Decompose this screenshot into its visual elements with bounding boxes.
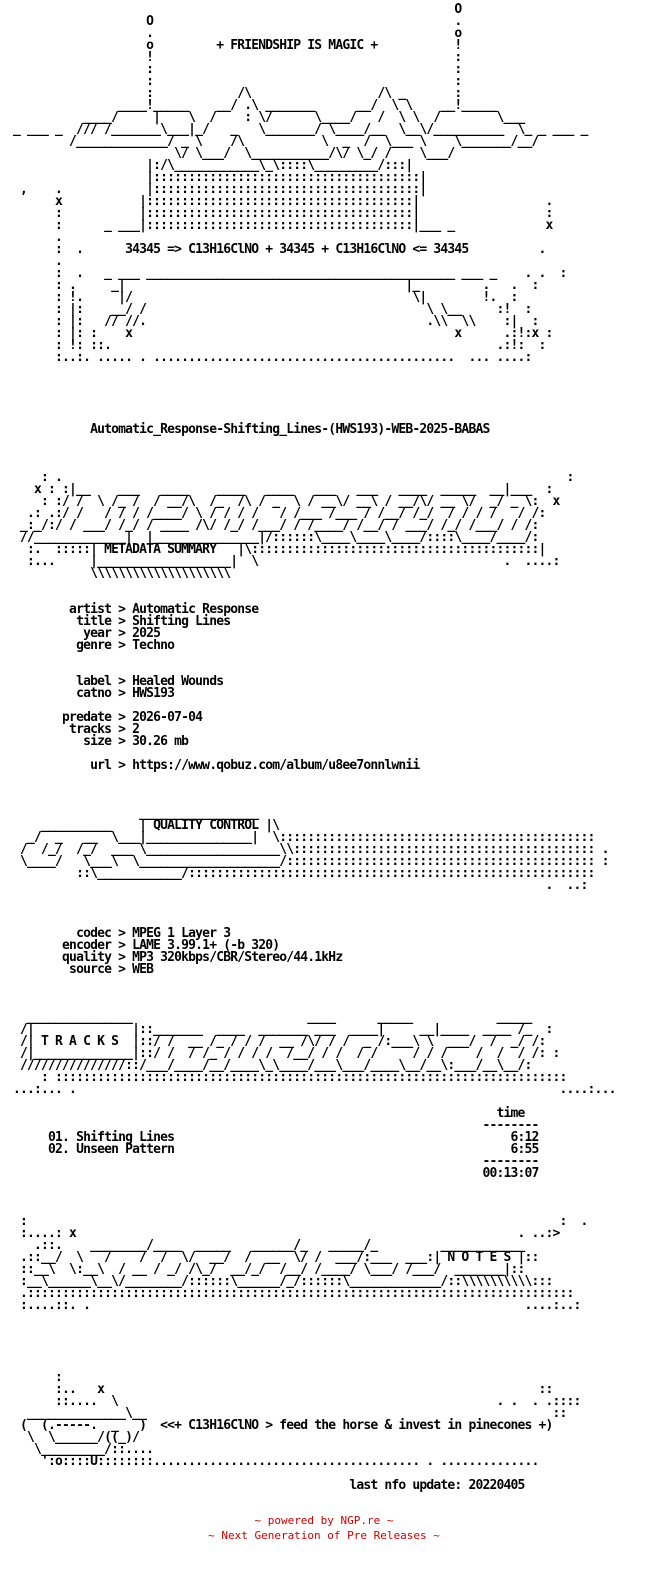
nfo-line: . [6, 254, 63, 269]
nfo-line: |:/\____________\_\::::\_________/:::| [6, 158, 413, 173]
nfo-line: _:_/:/ / ___/ /_/ / ____ /\/ /_/ /___/ / /____/ /__/ / ___/ /_/ /___/ / /: [6, 518, 539, 533]
nfo-line: source > WEB [6, 962, 154, 977]
nfo-line: time [6, 1106, 525, 1121]
nfo-line: ::__\ \:__\ / __ / _/ /\_/ __/_/ /__/ /____/ \___/ /___/ _______|:: [6, 1262, 525, 1277]
nfo-line [6, 388, 616, 400]
nfo-line [6, 772, 616, 784]
nfo-line [6, 1312, 616, 1324]
nfo-line: _ ___ _ /// /_______\___|_/ _ \_______/ \____/__ \__\/__________ \_ _ ___ _ [6, 122, 588, 137]
footer-tagline: ~ Next Generation of Pre Releases ~ [208, 1529, 440, 1542]
nfo-line: //_____________| |_______________|/::::::\____\____\____/::::\____/____/: [6, 530, 539, 545]
nfo-line: x : :|__ ___ ____ ____ ____ ___ ___ ____ _____ __|___ : [6, 482, 553, 497]
nfo-line [6, 1348, 616, 1360]
nfo-line: o + FRIENDSHIP IS MAGIC + ! [6, 38, 462, 53]
nfo-line: :.. x :: [6, 1382, 553, 1397]
nfo-line: : . _| |_ . . : [6, 278, 539, 293]
nfo-line: ____/ | \ / : \/ \____/ / \ \ / \___ [6, 110, 525, 125]
nfo-line [6, 1336, 616, 1348]
nfo-line: /_____________/ _ \ /\ \ _ / \___ \ \_______/__/ [6, 134, 539, 149]
nfo-line: __________ | QUALITY CONTROL |\ [6, 818, 280, 833]
nfo-line: Automatic_Response-Shifting_Lines-(HWS193)-WEB-2025-BABAS [6, 422, 490, 437]
nfo-line: : :/ / \ /_ / / __/\ /_ /\ / _ \ / __\/ __\ / __/\/ __ \/ _/ _ \: x [6, 494, 560, 509]
nfo-line: url > https://www.qobuz.com/album/u8ee7onnlwnii [6, 758, 420, 773]
nfo-line: title > Shifting Lines [6, 614, 231, 629]
nfo-line: catno > HWS193 [6, 686, 175, 701]
nfo-line: : !: ::. .:!: : [6, 338, 546, 353]
nfo-line: ::.... \ . . . .:::: [6, 1394, 581, 1409]
nfo-line: ____!_____ __/ .\ _______ __/ \ \ __!_____ [6, 98, 497, 113]
nfo-line [6, 400, 616, 412]
nfo-line: ///////////////::/___/____/__/____\_\____/___\___/____\__/__\:___/__\__/: [6, 1058, 532, 1073]
nfo-line: \ \______/((_)/ [6, 1430, 140, 1445]
nfo-line [6, 892, 616, 904]
nfo-line: genre > Techno [6, 638, 175, 653]
nfo-line: \____/ \___\ \____________________/:::::::::::::::::::::::::::::::::::::::::::: : [6, 854, 609, 869]
nfo-line: 01. Shifting Lines 6:12 [6, 1130, 539, 1145]
nfo-line: / /_/ /_/ ___ \___________________\\::::::::::::::::::::::::::::::::::::::::::: . [6, 842, 609, 857]
nfo-line: /|______________|::/ / / /_ / / / / /__/ / / / / / / / / / / /: : [6, 1046, 560, 1061]
nfo-line: tracks > 2 [6, 722, 140, 737]
nfo-line: artist > Automatic Response [6, 602, 259, 617]
nfo-line: : . : [6, 470, 574, 485]
footer-powered-by: ~ powered by NGP.re ~ [254, 1514, 394, 1527]
nfo-line: .::__/ \ / / / \/ __/ / __ \/ / ___/:___ ___:| N O T E S |:: [6, 1250, 539, 1265]
nfo-line: -------- [6, 1118, 539, 1133]
nfo-line: 00:13:07 [6, 1166, 539, 1181]
nfo-line [6, 436, 616, 448]
nfo-line [6, 988, 616, 1000]
nfo-line: ! : [6, 50, 462, 65]
nfo-line: : !. |/ \| !. : [6, 290, 518, 305]
nfo-line: .::. ________/____ _____ ______/_ _____/_ ____________ [6, 1238, 525, 1253]
nfo-line [6, 376, 616, 388]
nfo-line: : |: // //. .\\ \\ :| : [6, 314, 539, 329]
nfo-line: . [6, 230, 63, 245]
nfo-line: label > Healed Wounds [6, 674, 224, 689]
nfo-line: O [6, 2, 462, 17]
nfo-line [6, 652, 616, 664]
nfo-line: : _ ___|::::::::::::::::::::::::::::::::::::::|___ _ x [6, 218, 553, 233]
nfo-line: |::::::::::::::::::::::::::::::::::::::| [6, 170, 427, 185]
nfo-line: O . [6, 14, 462, 29]
nfo-line [6, 904, 616, 916]
nfo-line: 02. Unseen Pattern 6:55 [6, 1142, 539, 1157]
nfo-line: \_________/::.... [6, 1442, 154, 1457]
nfo-line: :... |___________________| \ . ....: [6, 554, 560, 569]
nfo-line: \/ \___/ \___________/\/ \_/ / \___/ [6, 146, 455, 161]
nfo-line: _______________ ____ _____ _____ [6, 1010, 532, 1025]
nfo-line: : /\ /\ _ : [6, 86, 462, 101]
nfo-line [6, 784, 616, 796]
nfo-line: ( (.-----. _ ) <<+ C13H16ClNO > feed the horse & invest in pinecones +) [6, 1418, 553, 1433]
nfo-line: :....: x . ..:> [6, 1226, 560, 1241]
nfo-line: _/ _ __ \___|_______________| \::::::::::::::::::::::::::::::::::::::::::::: [6, 830, 595, 845]
nfo-line: codec > MPEG 1 Layer 3 [6, 926, 231, 941]
nfo-line: : : . [6, 1214, 588, 1229]
nfo-line: \\\\\\\\\\\\\\\\\\\\ [6, 566, 231, 581]
nfo-line: . ..: [6, 878, 588, 893]
nfo-line: /| |::_______ ____ _______ ___ ____| __|____ ____ /_ : [6, 1022, 553, 1037]
nfo-line: .: .:/ / / / / /____/ \ / / / / / /___ /___ / /__/ /_/ / / / / / /: [6, 506, 546, 521]
nfo-line [6, 448, 616, 460]
nfo-line: : |: __/ / \ \__ :! : [6, 302, 532, 317]
nfo-line [6, 1192, 616, 1204]
nfo-line: .:::::::::::::::::::::::::::::::::::::::::::::::::::::::::::::::::::::::::::::: [6, 1286, 574, 1301]
nfo-line: :__\______\__\/________/::::::\______/_/::::::\_____________/::\\\\\\\\\\::: [6, 1274, 553, 1289]
nfo-line: encoder > LAME 3.99.1+ (-b 320) [6, 938, 280, 953]
nfo-line [6, 1360, 616, 1372]
nfo-line: :....::. . ....:..: [6, 1298, 581, 1313]
nfo-line: _________________ [6, 806, 259, 821]
nfo-line: : |: : x x .:!:x : [6, 326, 553, 341]
nfo-line [6, 364, 616, 376]
nfo-line: ':o::::U::::::::...................................... . .............. [6, 1454, 539, 1469]
nfo-line: /| T R A C K S |::/ / __ /_ / / / __ /\/ / / _ /:___\ \ ___/ / _/ /: [6, 1034, 546, 1049]
nfo-line: quality > MP3 320kbps/CBR/Stereo/44.1kHz [6, 950, 343, 965]
nfo-line: last nfo update: 20220405 [6, 1478, 525, 1493]
nfo-line: , . |::::::::::::::::::::::::::::::::::::::| [6, 182, 427, 197]
nfo-line: -------- [6, 1154, 539, 1169]
nfo-line: :. :::::| METADATA SUMMARY |\:::::::::::::::::::::::::::::::::::::::::| [6, 542, 546, 557]
nfo-line: size > 30.26 mb [6, 734, 189, 749]
nfo-line: ...:... . ....:... [6, 1082, 616, 1097]
nfo-line: : [6, 1370, 63, 1385]
nfo-line: predate > 2026-07-04 [6, 710, 203, 725]
nfo-line [6, 1180, 616, 1192]
nfo-line: ______________\__ :: [6, 1406, 567, 1421]
nfo-line: x |::::::::::::::::::::::::::::::::::::::| . [6, 194, 553, 209]
nfo-line: : . _ ___ ____________________________________________ ___ _ . . : [6, 266, 567, 281]
nfo-line [6, 580, 616, 592]
nfo-line: : ::::::::::::::::::::::::::::::::::::::::::::::::::::::::::::::::::::::::: [6, 1070, 567, 1085]
nfo-line: : |::::::::::::::::::::::::::::::::::::::| : [6, 206, 553, 221]
nfo-line: : . 34345 => C13H16ClNO + 34345 + C13H16ClNO <= 34345 . [6, 242, 546, 257]
nfo-line: ::\____________/:::::::::::::::::::::::::::::::::::::::::::::::::::::::::: [6, 866, 595, 881]
nfo-line: year > 2025 [6, 626, 161, 641]
nfo-line: : : [6, 74, 462, 89]
nfo-text-block [6, 4, 616, 1492]
nfo-line [6, 976, 616, 988]
nfo-line: : : [6, 62, 462, 77]
nfo-line: . o [6, 26, 462, 41]
nfo-line [6, 1324, 616, 1336]
nfo-line: :..:. ..... . ........................................... ... ....: [6, 350, 532, 365]
